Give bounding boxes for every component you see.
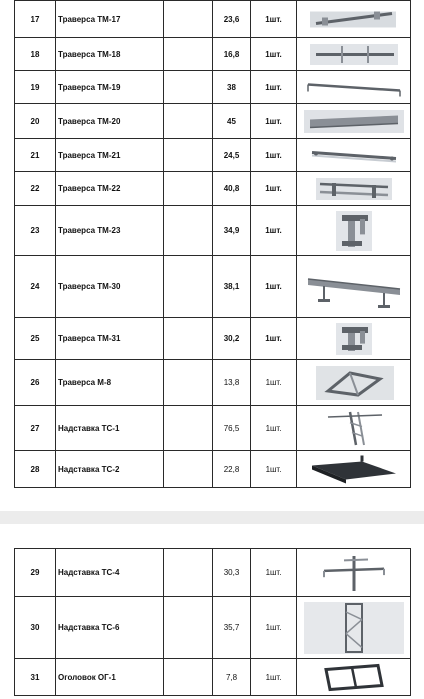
mast-top-crossarm-picture: [297, 549, 411, 597]
item-number: 23: [15, 206, 56, 256]
item-number: 31: [15, 659, 56, 696]
item-name: Надставка ТС-6: [56, 597, 164, 659]
empty-cell: [164, 71, 213, 104]
tall-lattice-mast-picture: [297, 597, 411, 659]
item-quantity: 1шт.: [251, 659, 297, 696]
item-quantity: 1шт.: [251, 256, 297, 318]
angle-beam-picture: [297, 139, 411, 172]
table-row: [15, 1, 411, 38]
item-number: 20: [15, 104, 56, 139]
item-quantity: 1шт.: [251, 38, 297, 71]
item-name: Траверса ТМ-23: [56, 206, 164, 256]
item-mass: 7,8: [213, 659, 251, 696]
item-number: 25: [15, 318, 56, 360]
item-name: Траверса М-8: [56, 360, 164, 406]
item-number: 22: [15, 172, 56, 206]
item-quantity: 1шт.: [251, 71, 297, 104]
empty-cell: [164, 104, 213, 139]
item-name: Траверса ТМ-20: [56, 104, 164, 139]
item-mass: 45: [213, 104, 251, 139]
item-name: Траверса ТМ-30: [56, 256, 164, 318]
empty-cell: [164, 406, 213, 451]
catalog-page-2: [0, 524, 424, 699]
item-quantity: 1шт.: [251, 318, 297, 360]
item-quantity: 1шт.: [251, 451, 297, 488]
lattice-mast-picture: [297, 406, 411, 451]
empty-cell: [164, 318, 213, 360]
item-quantity: 1шт.: [251, 172, 297, 206]
item-name: Траверса ТМ-19: [56, 71, 164, 104]
item-quantity: 1шт.: [251, 139, 297, 172]
empty-cell: [164, 38, 213, 71]
item-quantity: 1шт.: [251, 406, 297, 451]
item-name: Траверса ТМ-18: [56, 38, 164, 71]
item-quantity: 1шт.: [251, 206, 297, 256]
item-name: Траверса ТМ-17: [56, 1, 164, 38]
table-row: [15, 451, 411, 488]
catalog-table-page-2: [14, 548, 411, 696]
item-number: 26: [15, 360, 56, 406]
vertical-bracket-picture: [297, 318, 411, 360]
table-row: [15, 597, 411, 659]
item-number: 29: [15, 549, 56, 597]
item-mass: 34,9: [213, 206, 251, 256]
empty-cell: [164, 597, 213, 659]
item-mass: 76,5: [213, 406, 251, 451]
head-frame-picture: [297, 659, 411, 696]
item-number: 19: [15, 71, 56, 104]
catalog-table-page-1: [14, 0, 411, 488]
item-number: 24: [15, 256, 56, 318]
long-beam-with-legs-picture: [297, 256, 411, 318]
empty-cell: [164, 206, 213, 256]
crossbeam-frame-picture: [297, 38, 411, 71]
item-number: 18: [15, 38, 56, 71]
item-mass: 38,1: [213, 256, 251, 318]
vertical-bracket-picture: [297, 206, 411, 256]
table-row: [15, 139, 411, 172]
table-row: [15, 71, 411, 104]
item-number: 27: [15, 406, 56, 451]
table-row: [15, 659, 411, 696]
item-quantity: 1шт.: [251, 597, 297, 659]
item-mass: 40,8: [213, 172, 251, 206]
item-number: 21: [15, 139, 56, 172]
long-thin-beam-picture: [297, 71, 411, 104]
empty-cell: [164, 549, 213, 597]
table-row: [15, 406, 411, 451]
frame-bracket-picture: [297, 360, 411, 406]
empty-cell: [164, 139, 213, 172]
item-name: Траверса ТМ-21: [56, 139, 164, 172]
item-mass: 38: [213, 71, 251, 104]
item-number: 30: [15, 597, 56, 659]
item-quantity: 1шт.: [251, 1, 297, 38]
item-name: Оголовок ОГ-1: [56, 659, 164, 696]
item-name: Надставка ТС-4: [56, 549, 164, 597]
item-number: 28: [15, 451, 56, 488]
item-mass: 24,5: [213, 139, 251, 172]
empty-cell: [164, 172, 213, 206]
empty-cell: [164, 360, 213, 406]
item-mass: 23,6: [213, 1, 251, 38]
table-row: [15, 256, 411, 318]
item-quantity: 1шт.: [251, 549, 297, 597]
item-mass: 30,2: [213, 318, 251, 360]
table-row: [15, 38, 411, 71]
item-mass: 22,8: [213, 451, 251, 488]
empty-cell: [164, 256, 213, 318]
table-row: [15, 206, 411, 256]
item-name: Надставка ТС-1: [56, 406, 164, 451]
item-quantity: 1шт.: [251, 104, 297, 139]
channel-extension-picture: [297, 451, 411, 488]
empty-cell: [164, 659, 213, 696]
item-quantity: 1шт.: [251, 360, 297, 406]
table-row: [15, 549, 411, 597]
table-row: [15, 318, 411, 360]
table-row: [15, 104, 411, 139]
item-mass: 30,3: [213, 549, 251, 597]
item-name: Траверса ТМ-22: [56, 172, 164, 206]
empty-cell: [164, 451, 213, 488]
item-name: Надставка ТС-2: [56, 451, 164, 488]
table-row: [15, 360, 411, 406]
item-name: Траверса ТМ-31: [56, 318, 164, 360]
beam-with-brackets-picture: [297, 1, 411, 38]
item-mass: 16,8: [213, 38, 251, 71]
table-row: [15, 172, 411, 206]
item-mass: 13,8: [213, 360, 251, 406]
item-mass: 35,7: [213, 597, 251, 659]
empty-cell: [164, 1, 213, 38]
double-beam-picture: [297, 172, 411, 206]
item-number: 17: [15, 1, 56, 38]
long-channel-beam-picture: [297, 104, 411, 139]
